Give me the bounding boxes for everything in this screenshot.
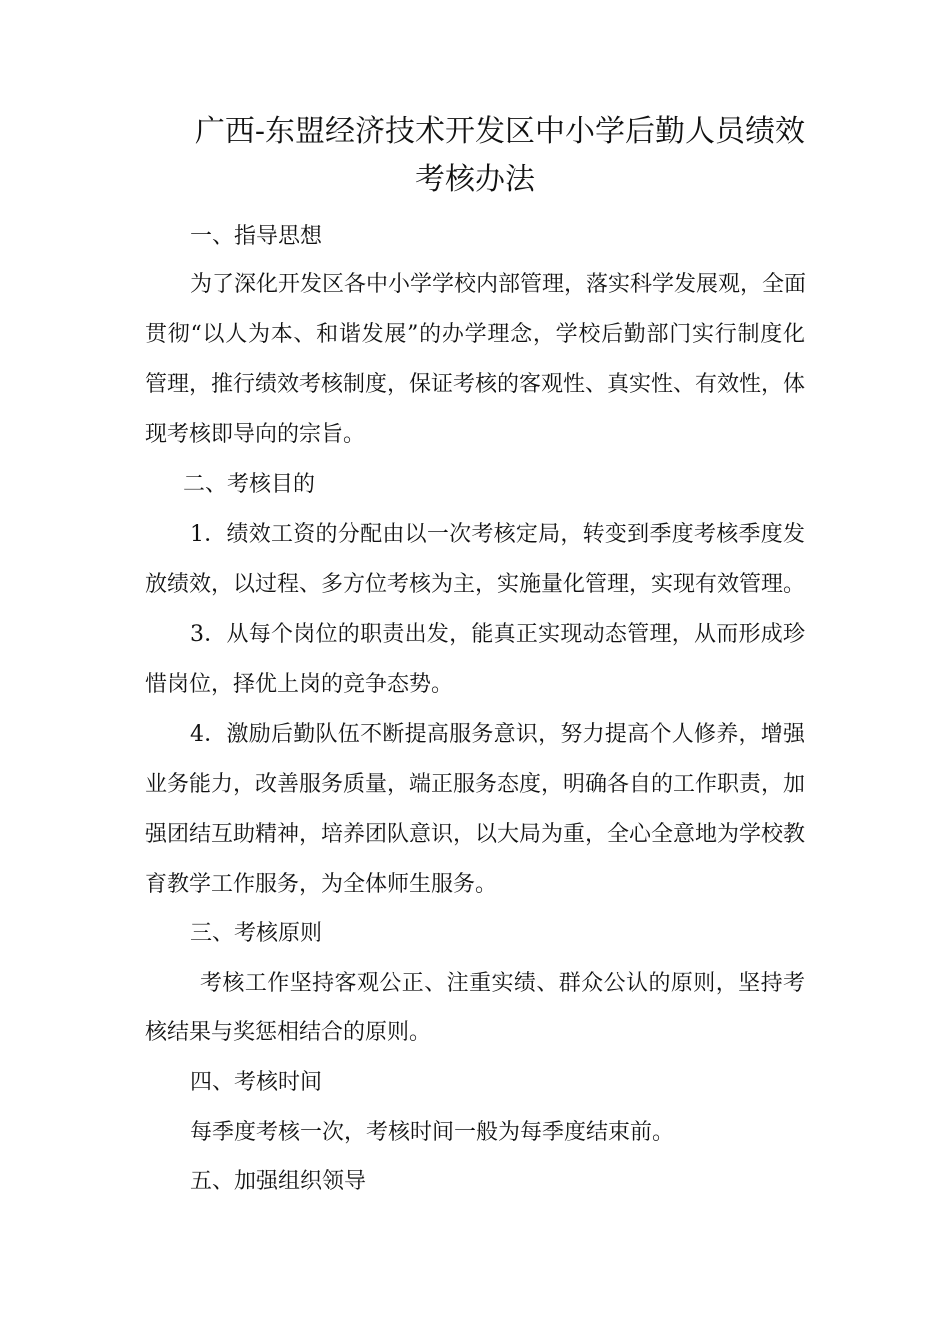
paragraph-line: 核结果与奖惩相结合的原则。	[145, 1020, 432, 1045]
paragraph-line: 放绩效，以过程、多方位考核为主，实施量化管理，实现有效管理。	[145, 572, 806, 597]
paragraph-line: 1．绩效工资的分配由以一次考核定局，转变到季度考核季度发	[190, 522, 805, 547]
paragraph-line: 每季度考核一次，考核时间一般为每季度结束前。	[190, 1120, 675, 1145]
section-heading-5: 五、加强组织领导	[190, 1169, 367, 1194]
paragraph-line: 4．激励后勤队伍不断提高服务意识，努力提高个人修养，增强	[190, 722, 805, 747]
paragraph-line: 考核工作坚持客观公正、注重实绩、群众公认的原则，坚持考	[200, 971, 805, 996]
paragraph-line: 惜岗位，择优上岗的竞争态势。	[145, 672, 454, 697]
section-heading-3: 三、考核原则	[190, 921, 323, 946]
section-heading-2: 二、考核目的	[183, 472, 316, 497]
section-heading-4: 四、考核时间	[190, 1070, 323, 1095]
paragraph-line: 业务能力，改善服务质量，端正服务态度，明确各自的工作职责，加	[145, 772, 806, 797]
document-title-line-1: 广西-东盟经济技术开发区中小学后勤人员绩效	[194, 114, 805, 149]
paragraph-line: 育教学工作服务，为全体师生服务。	[145, 872, 498, 897]
section-heading-1: 一、指导思想	[190, 224, 323, 249]
paragraph-line: 强团结互助精神，培养团队意识，以大局为重，全心全意地为学校教	[145, 822, 806, 847]
paragraph-line: 贯彻“以人为本、和谐发展”的办学理念，学校后勤部门实行制度化	[145, 322, 805, 347]
paragraph-line: 3．从每个岗位的职责出发，能真正实现动态管理，从而形成珍	[190, 622, 805, 647]
paragraph-line: 为了深化开发区各中小学学校内部管理，落实科学发展观，全面	[190, 272, 807, 297]
paragraph-line: 管理，推行绩效考核制度，保证考核的客观性、真实性、有效性，体	[145, 372, 806, 397]
document-title-line-2: 考核办法	[415, 162, 535, 197]
paragraph-line: 现考核即导向的宗旨。	[145, 422, 366, 447]
